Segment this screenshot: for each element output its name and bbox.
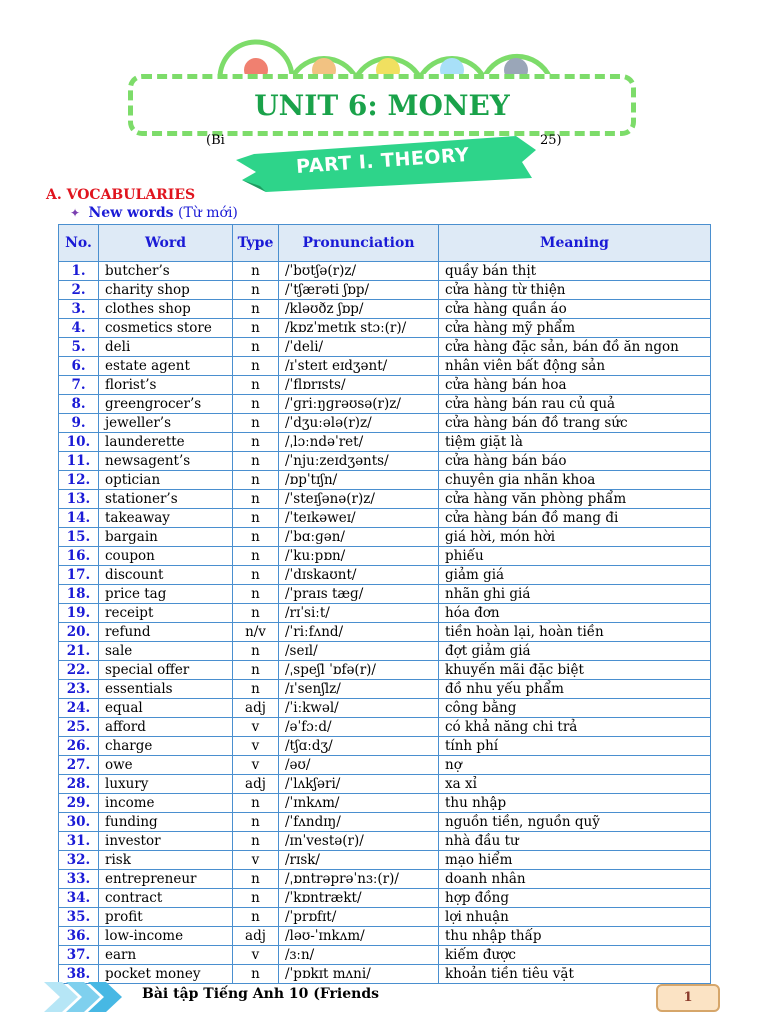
row-type: n (233, 832, 279, 851)
row-meaning: cửa hàng quần áo (439, 300, 711, 319)
row-meaning: mạo hiểm (439, 851, 711, 870)
row-number: 13. (59, 490, 99, 509)
row-pronunciation: /əˈfɔːd/ (279, 718, 439, 737)
row-number: 7. (59, 376, 99, 395)
header-pronunciation: Pronunciation (279, 225, 439, 262)
row-number: 36. (59, 927, 99, 946)
row-pronunciation: /ˈteɪkəweɪ/ (279, 509, 439, 528)
row-type: n (233, 794, 279, 813)
row-meaning: công bằng (439, 699, 711, 718)
row-pronunciation: /ˈtʃærəti ʃɒp/ (279, 281, 439, 300)
row-pronunciation: /ˈprɒfɪt/ (279, 908, 439, 927)
table-row (59, 623, 711, 642)
row-meaning: chuyên gia nhãn khoa (439, 471, 711, 490)
row-pronunciation: /ɜːn/ (279, 946, 439, 965)
row-number: 33. (59, 870, 99, 889)
row-meaning: phiếu (439, 547, 711, 566)
row-meaning: có khả năng chi trả (439, 718, 711, 737)
row-meaning: nhà đầu tư (439, 832, 711, 851)
row-meaning: kiếm được (439, 946, 711, 965)
table-header-row (59, 225, 711, 262)
header-meaning: Meaning (439, 225, 711, 262)
row-word: entrepreneur (99, 870, 233, 889)
row-number: 34. (59, 889, 99, 908)
row-number: 8. (59, 395, 99, 414)
row-type: n/v (233, 623, 279, 642)
row-word: bargain (99, 528, 233, 547)
row-word: takeaway (99, 509, 233, 528)
row-word: cosmetics store (99, 319, 233, 338)
row-type: n (233, 319, 279, 338)
row-number: 38. (59, 965, 99, 984)
row-pronunciation: /ˈsteɪʃənə(r)z/ (279, 490, 439, 509)
row-type: v (233, 946, 279, 965)
row-number: 3. (59, 300, 99, 319)
row-pronunciation: /ˈɪnkʌm/ (279, 794, 439, 813)
row-meaning: cửa hàng bán đồ trang sức (439, 414, 711, 433)
table-row (59, 794, 711, 813)
row-meaning: nợ (439, 756, 711, 775)
row-pronunciation: /ɪnˈvestə(r)/ (279, 832, 439, 851)
row-number: 32. (59, 851, 99, 870)
row-pronunciation: /ləʊ-ˈɪnkʌm/ (279, 927, 439, 946)
new-words-label: New words (88, 205, 174, 221)
row-type: n (233, 357, 279, 376)
row-number: 9. (59, 414, 99, 433)
row-number: 35. (59, 908, 99, 927)
subtitle-left: (Bi (206, 133, 225, 148)
banner-title: PART I. THEORY (295, 143, 471, 179)
table-row (59, 376, 711, 395)
row-meaning: nhãn ghi giá (439, 585, 711, 604)
row-word: discount (99, 566, 233, 585)
row-pronunciation: /ˌɒntrəprəˈnɜː(r)/ (279, 870, 439, 889)
row-number: 18. (59, 585, 99, 604)
row-pronunciation: /ˈdʒuːələ(r)z/ (279, 414, 439, 433)
row-pronunciation: /ˈfʌndɪŋ/ (279, 813, 439, 832)
table-row (59, 642, 711, 661)
page-number: 1 (656, 984, 720, 1012)
row-word: profit (99, 908, 233, 927)
table-row (59, 585, 711, 604)
row-word: afford (99, 718, 233, 737)
row-number: 12. (59, 471, 99, 490)
row-pronunciation: /rɪsk/ (279, 851, 439, 870)
table-row (59, 661, 711, 680)
row-word: luxury (99, 775, 233, 794)
row-number: 21. (59, 642, 99, 661)
table-row (59, 908, 711, 927)
table-row (59, 965, 711, 984)
row-number: 1. (59, 262, 99, 281)
row-meaning: quầy bán thịt (439, 262, 711, 281)
row-type: n (233, 889, 279, 908)
header-word: Word (99, 225, 233, 262)
title-box (128, 74, 636, 136)
row-number: 14. (59, 509, 99, 528)
row-type: n (233, 642, 279, 661)
row-pronunciation: /tʃɑːdʒ/ (279, 737, 439, 756)
row-meaning: giá hời, món hời (439, 528, 711, 547)
row-word: newsagent’s (99, 452, 233, 471)
row-word: investor (99, 832, 233, 851)
row-type: n (233, 813, 279, 832)
row-number: 20. (59, 623, 99, 642)
row-pronunciation: /ɪˈsteɪt eɪdʒənt/ (279, 357, 439, 376)
row-pronunciation: /kɒzˈmetɪk stɔː(r)/ (279, 319, 439, 338)
row-type: n (233, 490, 279, 509)
row-meaning: tiền hoàn lại, hoàn tiền (439, 623, 711, 642)
row-type: n (233, 471, 279, 490)
table-row (59, 680, 711, 699)
row-word: risk (99, 851, 233, 870)
row-number: 11. (59, 452, 99, 471)
table-row (59, 319, 711, 338)
table-row (59, 813, 711, 832)
row-pronunciation: /ˈpɒkɪt mʌni/ (279, 965, 439, 984)
row-type: n (233, 661, 279, 680)
row-type: v (233, 718, 279, 737)
row-type: n (233, 680, 279, 699)
table-row (59, 528, 711, 547)
row-word: contract (99, 889, 233, 908)
row-meaning: doanh nhân (439, 870, 711, 889)
table-row (59, 547, 711, 566)
row-type: n (233, 376, 279, 395)
table-row (59, 509, 711, 528)
row-type: n (233, 965, 279, 984)
row-pronunciation: /ˈdeli/ (279, 338, 439, 357)
row-pronunciation: /ˈkuːpɒn/ (279, 547, 439, 566)
row-number: 15. (59, 528, 99, 547)
row-pronunciation: /ˈiːkwəl/ (279, 699, 439, 718)
row-type: adj (233, 927, 279, 946)
row-number: 4. (59, 319, 99, 338)
row-meaning: giảm giá (439, 566, 711, 585)
row-word: funding (99, 813, 233, 832)
gear-decoration (210, 38, 560, 78)
table-row (59, 775, 711, 794)
row-meaning: cửa hàng bán báo (439, 452, 711, 471)
table-row (59, 604, 711, 623)
table-row (59, 338, 711, 357)
row-pronunciation: /ˌlɔːndəˈret/ (279, 433, 439, 452)
table-row (59, 471, 711, 490)
row-type: n (233, 433, 279, 452)
row-meaning: xa xỉ (439, 775, 711, 794)
row-word: florist’s (99, 376, 233, 395)
row-number: 24. (59, 699, 99, 718)
row-number: 23. (59, 680, 99, 699)
row-word: butcher’s (99, 262, 233, 281)
row-meaning: đồ nhu yếu phẩm (439, 680, 711, 699)
row-type: n (233, 300, 279, 319)
row-word: price tag (99, 585, 233, 604)
row-meaning: cửa hàng văn phòng phẩm (439, 490, 711, 509)
table-row (59, 357, 711, 376)
row-pronunciation: /kləʊðz ʃɒp/ (279, 300, 439, 319)
row-meaning: thu nhập thấp (439, 927, 711, 946)
row-type: n (233, 414, 279, 433)
row-type: adj (233, 775, 279, 794)
row-word: greengrocer’s (99, 395, 233, 414)
row-pronunciation: /seɪl/ (279, 642, 439, 661)
row-word: charge (99, 737, 233, 756)
row-meaning: cửa hàng bán rau củ quả (439, 395, 711, 414)
row-pronunciation: /ɒpˈtɪʃn/ (279, 471, 439, 490)
row-number: 5. (59, 338, 99, 357)
row-pronunciation: /ˈpraɪs tæɡ/ (279, 585, 439, 604)
row-word: low-income (99, 927, 233, 946)
row-number: 16. (59, 547, 99, 566)
row-number: 6. (59, 357, 99, 376)
row-number: 27. (59, 756, 99, 775)
row-number: 28. (59, 775, 99, 794)
row-pronunciation: /ˈflɒrɪsts/ (279, 376, 439, 395)
row-number: 25. (59, 718, 99, 737)
row-word: sale (99, 642, 233, 661)
row-pronunciation: /ˈnjuːzeɪdʒənts/ (279, 452, 439, 471)
row-word: deli (99, 338, 233, 357)
row-pronunciation: /ˈlʌkʃəri/ (279, 775, 439, 794)
vocabulary-table (58, 224, 711, 984)
row-number: 29. (59, 794, 99, 813)
row-meaning: nhân viên bất động sản (439, 357, 711, 376)
new-words-heading (70, 205, 238, 221)
table-row (59, 756, 711, 775)
row-type: n (233, 395, 279, 414)
row-number: 17. (59, 566, 99, 585)
row-word: receipt (99, 604, 233, 623)
row-meaning: khoản tiền tiêu vặt (439, 965, 711, 984)
row-type: n (233, 509, 279, 528)
table-row (59, 262, 711, 281)
row-number: 37. (59, 946, 99, 965)
footer-arrows-icon (44, 980, 144, 1014)
row-type: adj (233, 699, 279, 718)
table-row (59, 281, 711, 300)
header-no: No. (59, 225, 99, 262)
row-word: stationer’s (99, 490, 233, 509)
row-type: n (233, 452, 279, 471)
header-type: Type (233, 225, 279, 262)
row-number: 19. (59, 604, 99, 623)
row-word: charity shop (99, 281, 233, 300)
row-type: v (233, 851, 279, 870)
row-meaning: hợp đồng (439, 889, 711, 908)
row-meaning: cửa hàng mỹ phẩm (439, 319, 711, 338)
row-meaning: lợi nhuận (439, 908, 711, 927)
table-body (59, 262, 711, 984)
table-row (59, 889, 711, 908)
table-row (59, 832, 711, 851)
table-row (59, 300, 711, 319)
row-word: refund (99, 623, 233, 642)
row-meaning: đợt giảm giá (439, 642, 711, 661)
table-row (59, 414, 711, 433)
row-word: optician (99, 471, 233, 490)
row-type: n (233, 262, 279, 281)
row-number: 10. (59, 433, 99, 452)
row-pronunciation: /ˌspeʃl ˈɒfə(r)/ (279, 661, 439, 680)
row-type: n (233, 528, 279, 547)
row-number: 31. (59, 832, 99, 851)
row-type: n (233, 338, 279, 357)
row-word: earn (99, 946, 233, 965)
row-pronunciation: /ˈriːfʌnd/ (279, 623, 439, 642)
row-word: special offer (99, 661, 233, 680)
table-row (59, 566, 711, 585)
footer-title: Bài tập Tiếng Anh 10 (Friends (142, 986, 380, 1002)
table-row (59, 452, 711, 471)
row-type: n (233, 604, 279, 623)
row-word: clothes shop (99, 300, 233, 319)
table-row (59, 870, 711, 889)
page-title: UNIT 6: MONEY (254, 89, 510, 122)
row-word: coupon (99, 547, 233, 566)
table-row (59, 718, 711, 737)
subtitle-right: 25) (540, 133, 562, 148)
bullet-icon: ✦ (70, 206, 81, 220)
row-word: pocket money (99, 965, 233, 984)
row-word: launderette (99, 433, 233, 452)
table-row (59, 699, 711, 718)
row-meaning: khuyến mãi đặc biệt (439, 661, 711, 680)
row-number: 30. (59, 813, 99, 832)
row-type: n (233, 281, 279, 300)
row-meaning: thu nhập (439, 794, 711, 813)
table-row (59, 737, 711, 756)
row-type: v (233, 737, 279, 756)
row-meaning: hóa đơn (439, 604, 711, 623)
row-word: jeweller’s (99, 414, 233, 433)
row-meaning: cửa hàng bán đồ mang đi (439, 509, 711, 528)
section-heading: A. VOCABULARIES (46, 187, 196, 203)
new-words-vietnamese: (Từ mới) (177, 205, 238, 221)
table-row (59, 490, 711, 509)
row-number: 2. (59, 281, 99, 300)
row-type: n (233, 585, 279, 604)
row-meaning: tiệm giặt là (439, 433, 711, 452)
row-meaning: cửa hàng đặc sản, bán đồ ăn ngon (439, 338, 711, 357)
row-word: income (99, 794, 233, 813)
row-type: n (233, 908, 279, 927)
row-meaning: cửa hàng từ thiện (439, 281, 711, 300)
row-meaning: cửa hàng bán hoa (439, 376, 711, 395)
table-row (59, 851, 711, 870)
row-pronunciation: /ˈdɪskaʊnt/ (279, 566, 439, 585)
row-type: n (233, 566, 279, 585)
table-row (59, 395, 711, 414)
row-pronunciation: /əʊ/ (279, 756, 439, 775)
table-row (59, 927, 711, 946)
row-meaning: tính phí (439, 737, 711, 756)
row-pronunciation: /ɪˈsenʃlz/ (279, 680, 439, 699)
row-meaning: nguồn tiền, nguồn quỹ (439, 813, 711, 832)
table-row (59, 946, 711, 965)
row-pronunciation: /ˈbɑːɡən/ (279, 528, 439, 547)
row-pronunciation: /ˈbʊtʃə(r)z/ (279, 262, 439, 281)
row-type: n (233, 870, 279, 889)
row-number: 22. (59, 661, 99, 680)
row-word: equal (99, 699, 233, 718)
row-pronunciation: /ˈkɒntrækt/ (279, 889, 439, 908)
row-pronunciation: /ˈɡriːŋɡrəʊsə(r)z/ (279, 395, 439, 414)
row-number: 26. (59, 737, 99, 756)
row-word: essentials (99, 680, 233, 699)
table-row (59, 433, 711, 452)
row-type: n (233, 547, 279, 566)
row-word: estate agent (99, 357, 233, 376)
row-pronunciation: /rɪˈsiːt/ (279, 604, 439, 623)
row-type: v (233, 756, 279, 775)
row-word: owe (99, 756, 233, 775)
